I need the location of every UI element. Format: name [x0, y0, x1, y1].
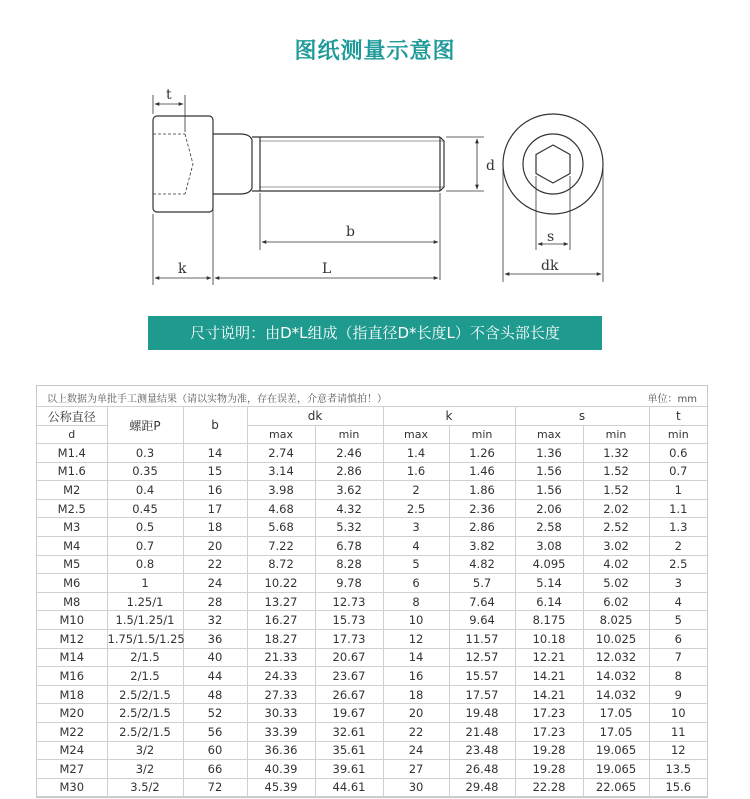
header-s-max: max	[515, 426, 583, 444]
table-cell: M30	[37, 778, 107, 797]
table-cell: 6.78	[315, 536, 383, 555]
table-cell: 19.48	[449, 704, 515, 723]
screw-drawing	[0, 80, 750, 300]
table-cell: 22.28	[515, 778, 583, 797]
table-cell: 18	[383, 685, 449, 704]
table-cell: 17.73	[315, 629, 383, 648]
header-dk: dk	[247, 407, 383, 426]
table-cell: 12	[383, 629, 449, 648]
header-k-min: min	[449, 426, 515, 444]
table-cell: 1.46	[449, 462, 515, 481]
label-b: b	[346, 224, 355, 240]
table-cell: 6	[383, 574, 449, 593]
table-cell: 2.06	[515, 499, 583, 518]
table-cell: 40.39	[247, 760, 315, 779]
spec-table	[36, 385, 708, 798]
table-unit: 单位：mm	[647, 394, 697, 405]
table-row	[37, 722, 707, 741]
table-cell: 4.095	[515, 555, 583, 574]
table-cell: 2.5	[383, 499, 449, 518]
table-cell: 1.1	[649, 499, 707, 518]
table-cell: 44	[183, 667, 247, 686]
table-cell: 48	[183, 685, 247, 704]
table-cell: 1.36	[515, 444, 583, 463]
table-cell: 11	[649, 722, 707, 741]
table-cell: 1.25/1	[107, 592, 183, 611]
table-cell: 5	[383, 555, 449, 574]
table-row	[37, 462, 707, 481]
table-cell: M24	[37, 741, 107, 760]
header-s: s	[515, 407, 649, 426]
table-cell: 1.75/1.5/1.25	[107, 629, 183, 648]
table-cell: 72	[183, 778, 247, 797]
table-cell: 56	[183, 722, 247, 741]
table-cell: 21.33	[247, 648, 315, 667]
table-cell: 19.065	[583, 760, 649, 779]
table-cell: 16	[383, 667, 449, 686]
table-cell: 19.065	[583, 741, 649, 760]
table-cell: 0.45	[107, 499, 183, 518]
table-cell: 1.86	[449, 481, 515, 500]
table-row	[37, 518, 707, 537]
table-cell: 35.61	[315, 741, 383, 760]
table-cell: 12.57	[449, 648, 515, 667]
table-cell: 17.23	[515, 704, 583, 723]
table-cell: 2.5/2/1.5	[107, 722, 183, 741]
table-cell: 16	[183, 481, 247, 500]
table-cell: 2	[649, 536, 707, 555]
table-cell: 2.86	[449, 518, 515, 537]
table-cell: 14.21	[515, 667, 583, 686]
header-d-sub: d	[37, 426, 107, 444]
table-cell: 24.33	[247, 667, 315, 686]
table-cell: 1.32	[583, 444, 649, 463]
table-cell: M22	[37, 722, 107, 741]
spec-table-body	[37, 444, 707, 797]
table-cell: 5.7	[449, 574, 515, 593]
table-cell: 36.36	[247, 741, 315, 760]
table-cell: 12.21	[515, 648, 583, 667]
table-cell: 12.73	[315, 592, 383, 611]
table-cell: M3	[37, 518, 107, 537]
table-cell: 1	[649, 481, 707, 500]
table-cell: 1	[107, 574, 183, 593]
table-row	[37, 667, 707, 686]
table-cell: 9	[649, 685, 707, 704]
table-row	[37, 499, 707, 518]
table-cell: 7.64	[449, 592, 515, 611]
table-cell: 14	[183, 444, 247, 463]
table-row	[37, 741, 707, 760]
table-cell: 24	[383, 741, 449, 760]
table-cell: 11.57	[449, 629, 515, 648]
table-cell: 6.02	[583, 592, 649, 611]
table-cell: 10.22	[247, 574, 315, 593]
label-d: d	[486, 158, 495, 174]
table-cell: 8.28	[315, 555, 383, 574]
table-cell: 20	[383, 704, 449, 723]
table-cell: 2.36	[449, 499, 515, 518]
table-cell: 27	[383, 760, 449, 779]
table-cell: M10	[37, 611, 107, 630]
table-cell: 30	[383, 778, 449, 797]
table-cell: 52	[183, 704, 247, 723]
table-cell: 7.22	[247, 536, 315, 555]
table-cell: 4	[383, 536, 449, 555]
table-cell: 0.7	[107, 536, 183, 555]
table-cell: 60	[183, 741, 247, 760]
table-cell: 5.32	[315, 518, 383, 537]
table-cell: 0.8	[107, 555, 183, 574]
table-cell: 4.02	[583, 555, 649, 574]
table-cell: 12	[649, 741, 707, 760]
spec-data-table	[37, 407, 707, 797]
table-cell: 66	[183, 760, 247, 779]
table-cell: 15.73	[315, 611, 383, 630]
table-cell: 24	[183, 574, 247, 593]
table-cell: 19.28	[515, 741, 583, 760]
table-cell: 3/2	[107, 760, 183, 779]
table-row	[37, 555, 707, 574]
table-cell: M20	[37, 704, 107, 723]
table-cell: M16	[37, 667, 107, 686]
table-cell: M27	[37, 760, 107, 779]
table-cell: M12	[37, 629, 107, 648]
table-cell: 0.3	[107, 444, 183, 463]
table-cell: 0.5	[107, 518, 183, 537]
table-cell: 0.35	[107, 462, 183, 481]
table-cell: M8	[37, 592, 107, 611]
table-note: 以上数据为单批手工测量结果（请以实物为准，存在误差，介意者请慎拍！）	[47, 394, 387, 405]
table-cell: 1.5/1.25/1	[107, 611, 183, 630]
table-cell: 0.6	[649, 444, 707, 463]
table-cell: 3.62	[315, 481, 383, 500]
table-cell: 20	[183, 536, 247, 555]
table-cell: 13.5	[649, 760, 707, 779]
table-cell: M2	[37, 481, 107, 500]
table-cell: 2.02	[583, 499, 649, 518]
label-dk: dk	[541, 258, 559, 274]
table-cell: 33.39	[247, 722, 315, 741]
table-cell: 18	[183, 518, 247, 537]
table-cell: 10.025	[583, 629, 649, 648]
table-cell: 3.98	[247, 481, 315, 500]
table-cell: 26.67	[315, 685, 383, 704]
table-cell: 1.26	[449, 444, 515, 463]
table-cell: 0.7	[649, 462, 707, 481]
table-row	[37, 536, 707, 555]
table-cell: 1.3	[649, 518, 707, 537]
table-cell: 17.05	[583, 722, 649, 741]
table-cell: 3.82	[449, 536, 515, 555]
table-cell: 9.78	[315, 574, 383, 593]
table-cell: 12.032	[583, 648, 649, 667]
table-row	[37, 685, 707, 704]
table-cell: 2.46	[315, 444, 383, 463]
table-row	[37, 592, 707, 611]
table-row	[37, 704, 707, 723]
table-cell: 2/1.5	[107, 667, 183, 686]
table-cell: 4.32	[315, 499, 383, 518]
table-cell: 19.28	[515, 760, 583, 779]
table-cell: 23.48	[449, 741, 515, 760]
table-cell: 26.48	[449, 760, 515, 779]
table-cell: M2.5	[37, 499, 107, 518]
table-cell: 3.08	[515, 536, 583, 555]
table-row	[37, 574, 707, 593]
table-cell: 18.27	[247, 629, 315, 648]
table-cell: 32	[183, 611, 247, 630]
table-cell: 1.4	[383, 444, 449, 463]
table-cell: 21.48	[449, 722, 515, 741]
table-cell: 4	[649, 592, 707, 611]
table-cell: 19.67	[315, 704, 383, 723]
table-cell: 4.82	[449, 555, 515, 574]
header-pitch: 螺距P	[107, 407, 183, 444]
table-cell: M14	[37, 648, 107, 667]
table-cell: 44.61	[315, 778, 383, 797]
table-cell: 2.52	[583, 518, 649, 537]
table-cell: 13.27	[247, 592, 315, 611]
table-note-row	[37, 386, 707, 407]
table-cell: 3/2	[107, 741, 183, 760]
table-cell: 1.52	[583, 462, 649, 481]
table-cell: 15.57	[449, 667, 515, 686]
table-cell: 10	[383, 611, 449, 630]
table-cell: 3	[649, 574, 707, 593]
table-cell: 2	[383, 481, 449, 500]
table-cell: 1.52	[583, 481, 649, 500]
table-cell: 5.68	[247, 518, 315, 537]
table-cell: 6	[649, 629, 707, 648]
table-cell: 40	[183, 648, 247, 667]
table-cell: 10.18	[515, 629, 583, 648]
table-row	[37, 481, 707, 500]
table-row	[37, 760, 707, 779]
label-L: L	[322, 261, 332, 277]
label-s: s	[547, 229, 555, 245]
header-s-min: min	[583, 426, 649, 444]
table-cell: 15	[183, 462, 247, 481]
table-cell: 39.61	[315, 760, 383, 779]
table-cell: 5.02	[583, 574, 649, 593]
table-cell: 14.032	[583, 667, 649, 686]
table-cell: 30.33	[247, 704, 315, 723]
table-cell: 5	[649, 611, 707, 630]
table-cell: 4.68	[247, 499, 315, 518]
table-cell: 22	[183, 555, 247, 574]
table-row	[37, 648, 707, 667]
table-cell: 8	[383, 592, 449, 611]
table-cell: M18	[37, 685, 107, 704]
table-cell: 1.6	[383, 462, 449, 481]
table-cell: 8.72	[247, 555, 315, 574]
table-cell: 22.065	[583, 778, 649, 797]
table-cell: M6	[37, 574, 107, 593]
table-cell: 14.21	[515, 685, 583, 704]
header-t: t	[649, 407, 707, 426]
table-cell: 9.64	[449, 611, 515, 630]
table-cell: 22	[383, 722, 449, 741]
table-cell: 3.5/2	[107, 778, 183, 797]
table-cell: 17	[183, 499, 247, 518]
table-cell: 3.02	[583, 536, 649, 555]
table-cell: 17.57	[449, 685, 515, 704]
table-row	[37, 444, 707, 463]
table-cell: 3.14	[247, 462, 315, 481]
table-cell: 23.67	[315, 667, 383, 686]
table-cell: 8.025	[583, 611, 649, 630]
dimension-note-banner: 尺寸说明：由D*L组成（指直径D*长度L）不含头部长度	[148, 316, 602, 350]
header-k: k	[383, 407, 515, 426]
table-cell: 14	[383, 648, 449, 667]
table-row	[37, 629, 707, 648]
table-cell: 6.14	[515, 592, 583, 611]
table-cell: 27.33	[247, 685, 315, 704]
table-cell: 14.032	[583, 685, 649, 704]
header-dk-min: min	[315, 426, 383, 444]
table-cell: 32.61	[315, 722, 383, 741]
table-cell: 2.74	[247, 444, 315, 463]
table-cell: 2.58	[515, 518, 583, 537]
table-cell: 36	[183, 629, 247, 648]
label-t: t	[166, 87, 172, 103]
table-cell: 17.05	[583, 704, 649, 723]
table-cell: 5.14	[515, 574, 583, 593]
table-cell: 17.23	[515, 722, 583, 741]
table-cell: 45.39	[247, 778, 315, 797]
table-cell: 28	[183, 592, 247, 611]
table-row	[37, 778, 707, 797]
table-cell: 2.5/2/1.5	[107, 704, 183, 723]
header-d-main: 公称直径	[37, 407, 107, 426]
table-cell: 7	[649, 648, 707, 667]
table-cell: M1.6	[37, 462, 107, 481]
table-cell: 8	[649, 667, 707, 686]
header-b: b	[183, 407, 247, 444]
table-cell: 20.67	[315, 648, 383, 667]
table-cell: 2/1.5	[107, 648, 183, 667]
table-cell: M4	[37, 536, 107, 555]
table-cell: 10	[649, 704, 707, 723]
table-cell: M5	[37, 555, 107, 574]
table-cell: 1.56	[515, 462, 583, 481]
table-cell: 8.175	[515, 611, 583, 630]
table-cell: 16.27	[247, 611, 315, 630]
header-k-max: max	[383, 426, 449, 444]
table-row	[37, 611, 707, 630]
table-cell: M1.4	[37, 444, 107, 463]
table-cell: 29.48	[449, 778, 515, 797]
header-dk-max: max	[247, 426, 315, 444]
table-cell: 3	[383, 518, 449, 537]
table-cell: 1.56	[515, 481, 583, 500]
table-cell: 2.5/2/1.5	[107, 685, 183, 704]
header-t-min: min	[649, 426, 707, 444]
label-k: k	[178, 261, 187, 277]
page-title: 图纸测量示意图	[294, 39, 456, 64]
table-cell: 15.6	[649, 778, 707, 797]
table-cell: 0.4	[107, 481, 183, 500]
table-cell: 2.86	[315, 462, 383, 481]
table-cell: 2.5	[649, 555, 707, 574]
